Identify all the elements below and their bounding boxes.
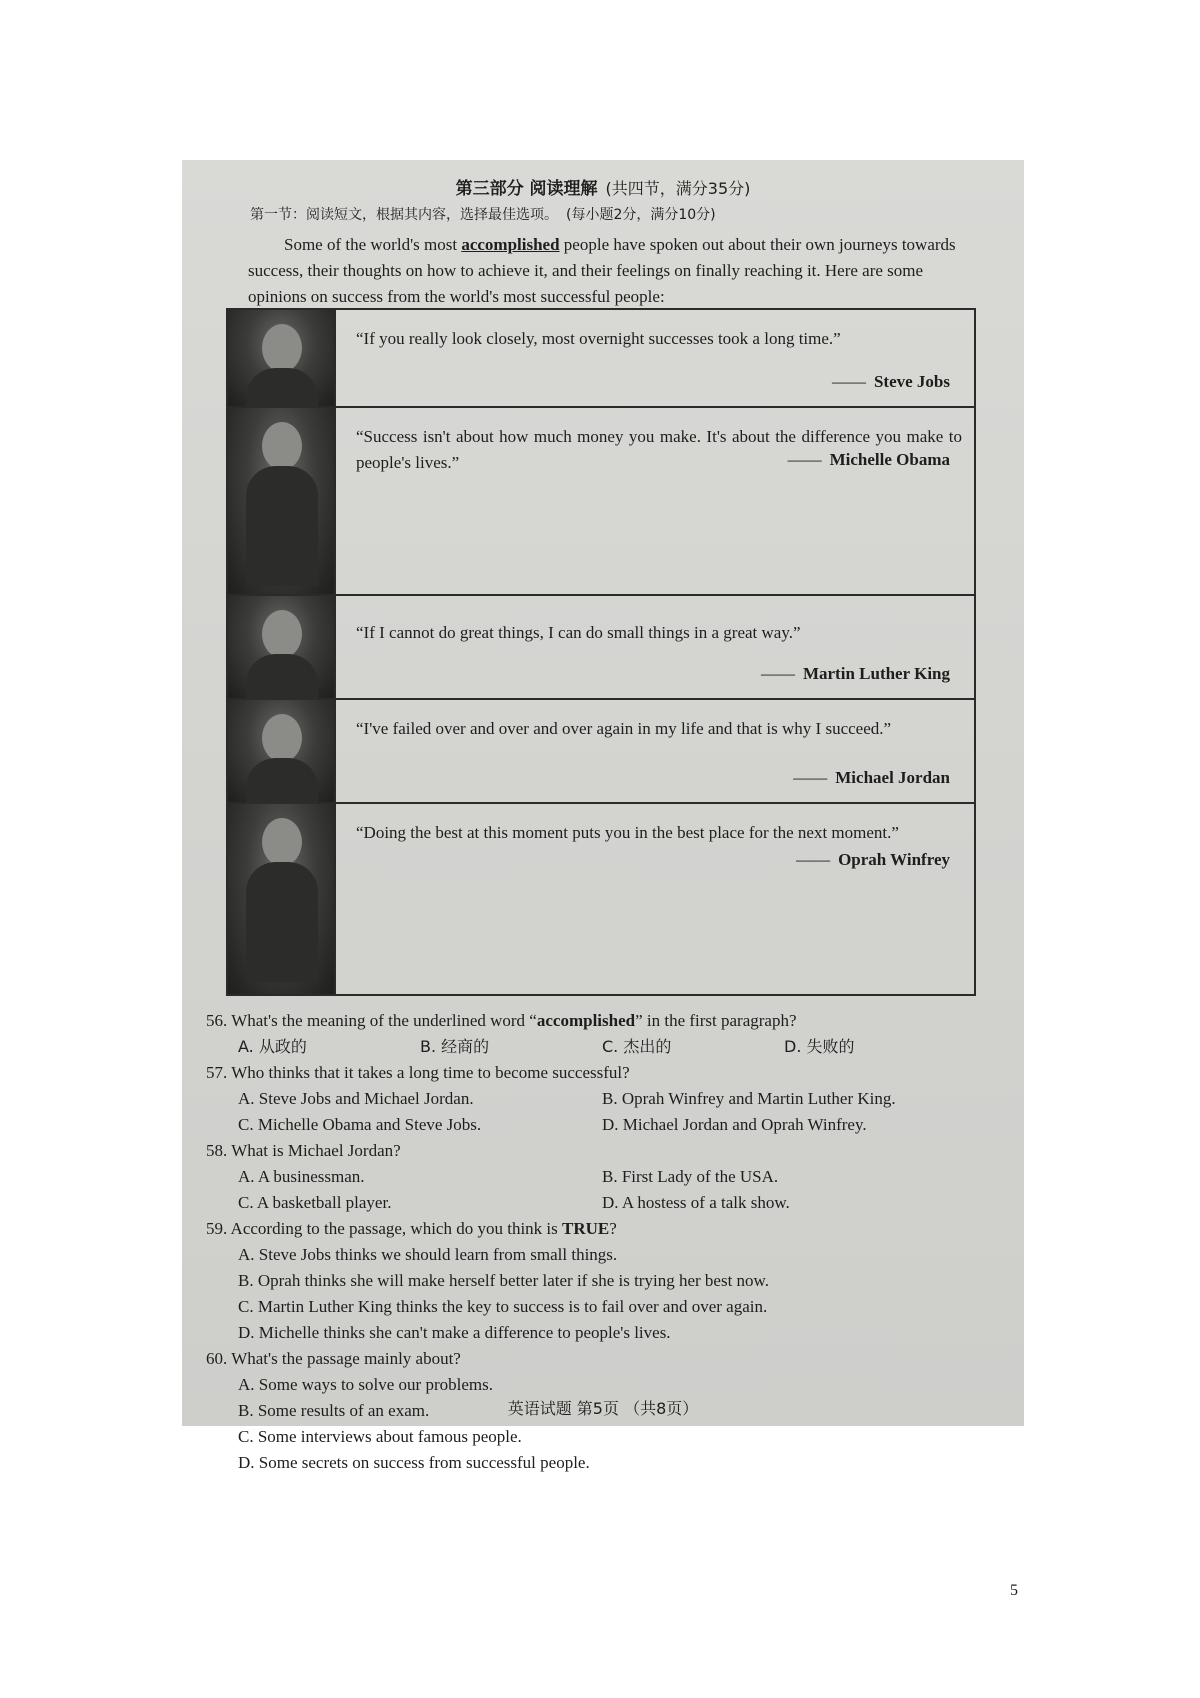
section-instruction-note: (每小题2分，满分10分) (566, 207, 716, 223)
option-c: C. 杰出的 (602, 1037, 672, 1056)
option-d: D. 失败的 (784, 1037, 855, 1056)
portrait-image (228, 700, 336, 802)
option-b: B. Some results of an exam. (238, 1401, 430, 1420)
section-instruction (250, 204, 716, 224)
quote-author-name: Michelle Obama (829, 450, 950, 469)
portrait-image (228, 804, 336, 994)
quote-author (832, 372, 950, 392)
option-b: B. First Lady of the USA. (602, 1167, 779, 1186)
part-title-text: 第三部分 阅读理解 (455, 179, 598, 199)
quote-text: “If you really look closely, most overnight successes took a long time.” (356, 329, 841, 348)
quote-dash: —— (793, 768, 828, 787)
section-instruction-text: 第一节：阅读短文，根据其内容，选择最佳选项。 (250, 207, 558, 223)
option-d: D. Michael Jordan and Oprah Winfrey. (602, 1115, 867, 1134)
question-stem: 59. According to the passage, which do you think is TRUE? (206, 1219, 617, 1238)
quote-dash: —— (831, 372, 866, 391)
portrait-image (228, 408, 336, 594)
option-b: B. Oprah Winfrey and Martin Luther King. (602, 1089, 896, 1108)
option-c: C. Some interviews about famous people. (238, 1427, 522, 1446)
intro-before: Some of the world's most (284, 235, 462, 254)
quote-row (228, 408, 974, 596)
option-c: C. Martin Luther King thinks the key to success is to fail over and over again. (238, 1297, 768, 1316)
quote-row (228, 310, 974, 408)
part-title-note: (共四节，满分35分) (605, 179, 751, 198)
option-b: B. Oprah thinks she will make herself better later if she is trying her best now. (238, 1271, 769, 1290)
quote-text: “Doing the best at this moment puts you in the best place for the next moment.” (356, 823, 899, 842)
exam-photo (182, 160, 1024, 1472)
part-title (182, 174, 1024, 199)
option-a: A. Steve Jobs and Michael Jordan. (238, 1089, 474, 1108)
option-a: A. Some ways to solve our problems. (238, 1375, 493, 1394)
option-a: A. 从政的 (238, 1037, 307, 1056)
quote-row (228, 804, 974, 994)
question-58 (206, 1138, 966, 1216)
quote-text: “Success isn't about how much money you make. It's about the difference you make to people's lives.” (356, 427, 962, 472)
quote-author (788, 450, 950, 470)
intro-keyword: accomplished (461, 235, 560, 254)
option-a: A. A businessman. (238, 1167, 365, 1186)
option-a: A. Steve Jobs thinks we should learn from small things. (238, 1245, 618, 1264)
option-d: D. Michelle thinks she can't make a difference to people's lives. (238, 1323, 671, 1342)
quote-row (228, 700, 974, 804)
option-b: B. 经商的 (420, 1037, 490, 1056)
quote-text: “If I cannot do great things, I can do small things in a great way.” (356, 623, 801, 642)
question-stem: 58. What is Michael Jordan? (206, 1141, 401, 1160)
option-d: D. Some secrets on success from successful people. (238, 1453, 590, 1472)
quote-dash: —— (787, 450, 822, 469)
question-stem: 56. What's the meaning of the underlined word “accomplished” in the first paragraph? (206, 1011, 797, 1030)
question-57 (206, 1060, 966, 1138)
option-d: D. A hostess of a talk show. (602, 1193, 790, 1212)
question-stem: 60. What's the passage mainly about? (206, 1349, 461, 1368)
quote-author-name: Oprah Winfrey (838, 850, 950, 869)
question-59 (206, 1216, 966, 1346)
quote-author (793, 768, 950, 788)
intro-paragraph (248, 232, 968, 310)
page-number: 5 (1010, 1582, 1018, 1599)
question-stem: 57. Who thinks that it takes a long time to become successful? (206, 1063, 630, 1082)
intro-after: people have spoken out about their own journeys towards success, their thoughts on how to achieve it, and their feelings on finally reaching it. Here are some opinions on success from the world's most successful people: (248, 235, 956, 306)
quote-dash: —— (796, 850, 831, 869)
quote-text: “I've failed over and over and over again in my life and that is why I succeed.” (356, 719, 892, 738)
option-c: C. A basketball player. (238, 1193, 392, 1212)
exam-page (182, 160, 1024, 1472)
option-c: C. Michelle Obama and Steve Jobs. (238, 1115, 482, 1134)
exam-footer: 英语试题 第5页 （共8页） (507, 1399, 699, 1418)
portrait-image (228, 310, 336, 406)
quote-author (796, 850, 950, 870)
question-56 (206, 1008, 966, 1060)
quote-table (226, 308, 976, 996)
portrait-image (228, 596, 336, 698)
quote-author (761, 664, 950, 684)
quote-dash: —— (760, 664, 795, 683)
quote-author-name: Michael Jordan (835, 768, 950, 787)
quote-author-name: Martin Luther King (802, 664, 950, 683)
quote-author-name: Steve Jobs (873, 372, 950, 391)
quote-row (228, 596, 974, 700)
